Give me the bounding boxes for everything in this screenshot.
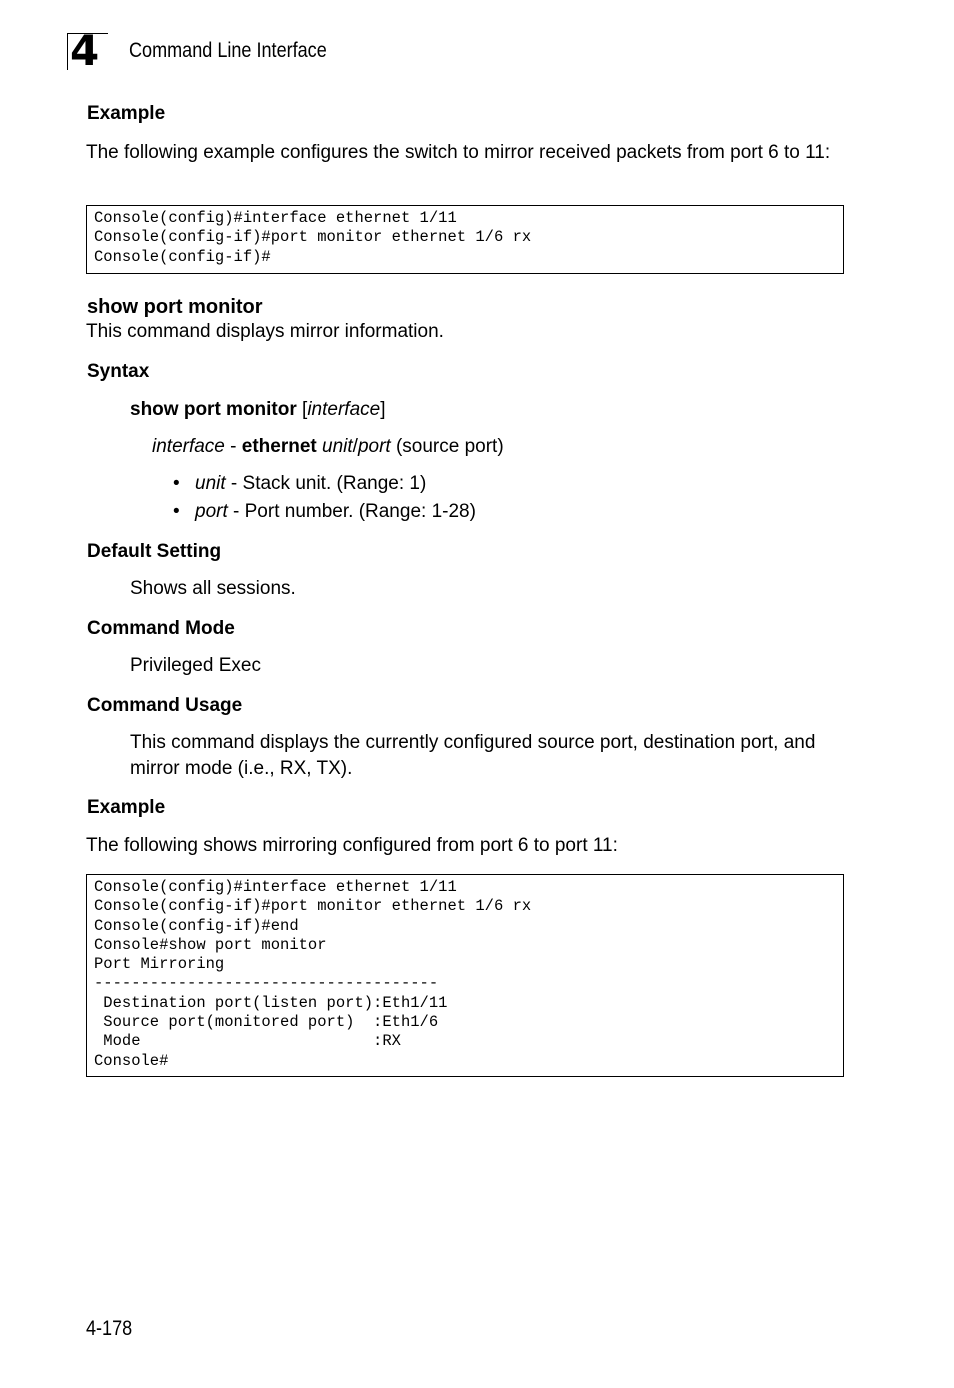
bullet-icon: • (173, 473, 180, 494)
command-description: This command displays mirror information. (86, 321, 444, 342)
command-usage-text: This command displays the currently configured source port, destination port, and mirror mode (i.e., RX, TX). (130, 732, 816, 779)
param-keyword: ethernet (241, 436, 317, 457)
default-setting-heading: Default Setting (87, 541, 222, 562)
code-block-2 (86, 874, 844, 1077)
code-line: Console(config-if)#port monitor ethernet 1/6 rx (94, 897, 532, 916)
code-line: Port Mirroring (94, 955, 225, 974)
param-desc: (source port) (390, 436, 504, 457)
bullet-item-port (195, 499, 476, 525)
code-block-1 (86, 205, 844, 274)
example-text-2: The following shows mirroring configured from port 6 to port 11: (86, 835, 618, 856)
code-line: Source port(monitored port) :Eth1/6 (94, 1013, 439, 1032)
param-port: port (357, 436, 391, 457)
code-line: Console(config)#interface ethernet 1/11 (94, 209, 457, 227)
command-heading: show port monitor (87, 296, 263, 318)
command-mode-text: Privileged Exec (130, 655, 261, 676)
page-number: 4-178 (86, 1317, 133, 1340)
param-dash: - (224, 436, 242, 457)
command-mode-heading: Command Mode (87, 618, 235, 639)
default-setting-text: Shows all sessions. (130, 578, 296, 599)
command-usage-heading: Command Usage (87, 695, 243, 716)
code-line: Console(config-if)#end (94, 916, 299, 935)
syntax-command: show port monitor (130, 399, 297, 420)
example-text-1: The following example configures the switch to mirror received packets from port 6 to 11: (86, 142, 831, 163)
bullet-item-unit (195, 471, 426, 497)
code-line: Console(config-if)#port monitor ethernet 1/6 rx (94, 228, 532, 247)
syntax-bracket-open: [ (296, 399, 308, 420)
bullet-term: unit (195, 473, 226, 494)
syntax-heading: Syntax (87, 361, 150, 382)
code-line: Mode :RX (94, 1032, 401, 1051)
param-definition (152, 434, 504, 460)
syntax-line (130, 397, 385, 423)
bullet-desc: - Stack unit. (Range: 1) (225, 473, 427, 494)
syntax-bracket-close: ] (380, 399, 386, 420)
param-unit: unit (322, 436, 353, 457)
code-line: ------------------------------------- (94, 974, 439, 993)
param-slash: / (352, 436, 358, 457)
code-line: Console#show port monitor (94, 935, 327, 954)
bullet-desc: - Port number. (Range: 1-28) (227, 501, 476, 522)
code-line: Console(config)#interface ethernet 1/11 (94, 878, 457, 896)
code-line: Destination port(listen port):Eth1/11 (94, 993, 448, 1012)
syntax-param: interface (307, 399, 381, 420)
example-heading-2: Example (87, 797, 166, 818)
chapter-title: Command Line Interface (129, 39, 327, 62)
example-heading-1: Example (87, 103, 166, 124)
code-line: Console(config-if)# (94, 247, 271, 266)
bullet-term: port (195, 501, 228, 522)
bullet-icon: • (173, 501, 180, 522)
chapter-number: 4 (70, 26, 100, 75)
code-line: Console# (94, 1051, 169, 1070)
param-name: interface (152, 436, 225, 457)
